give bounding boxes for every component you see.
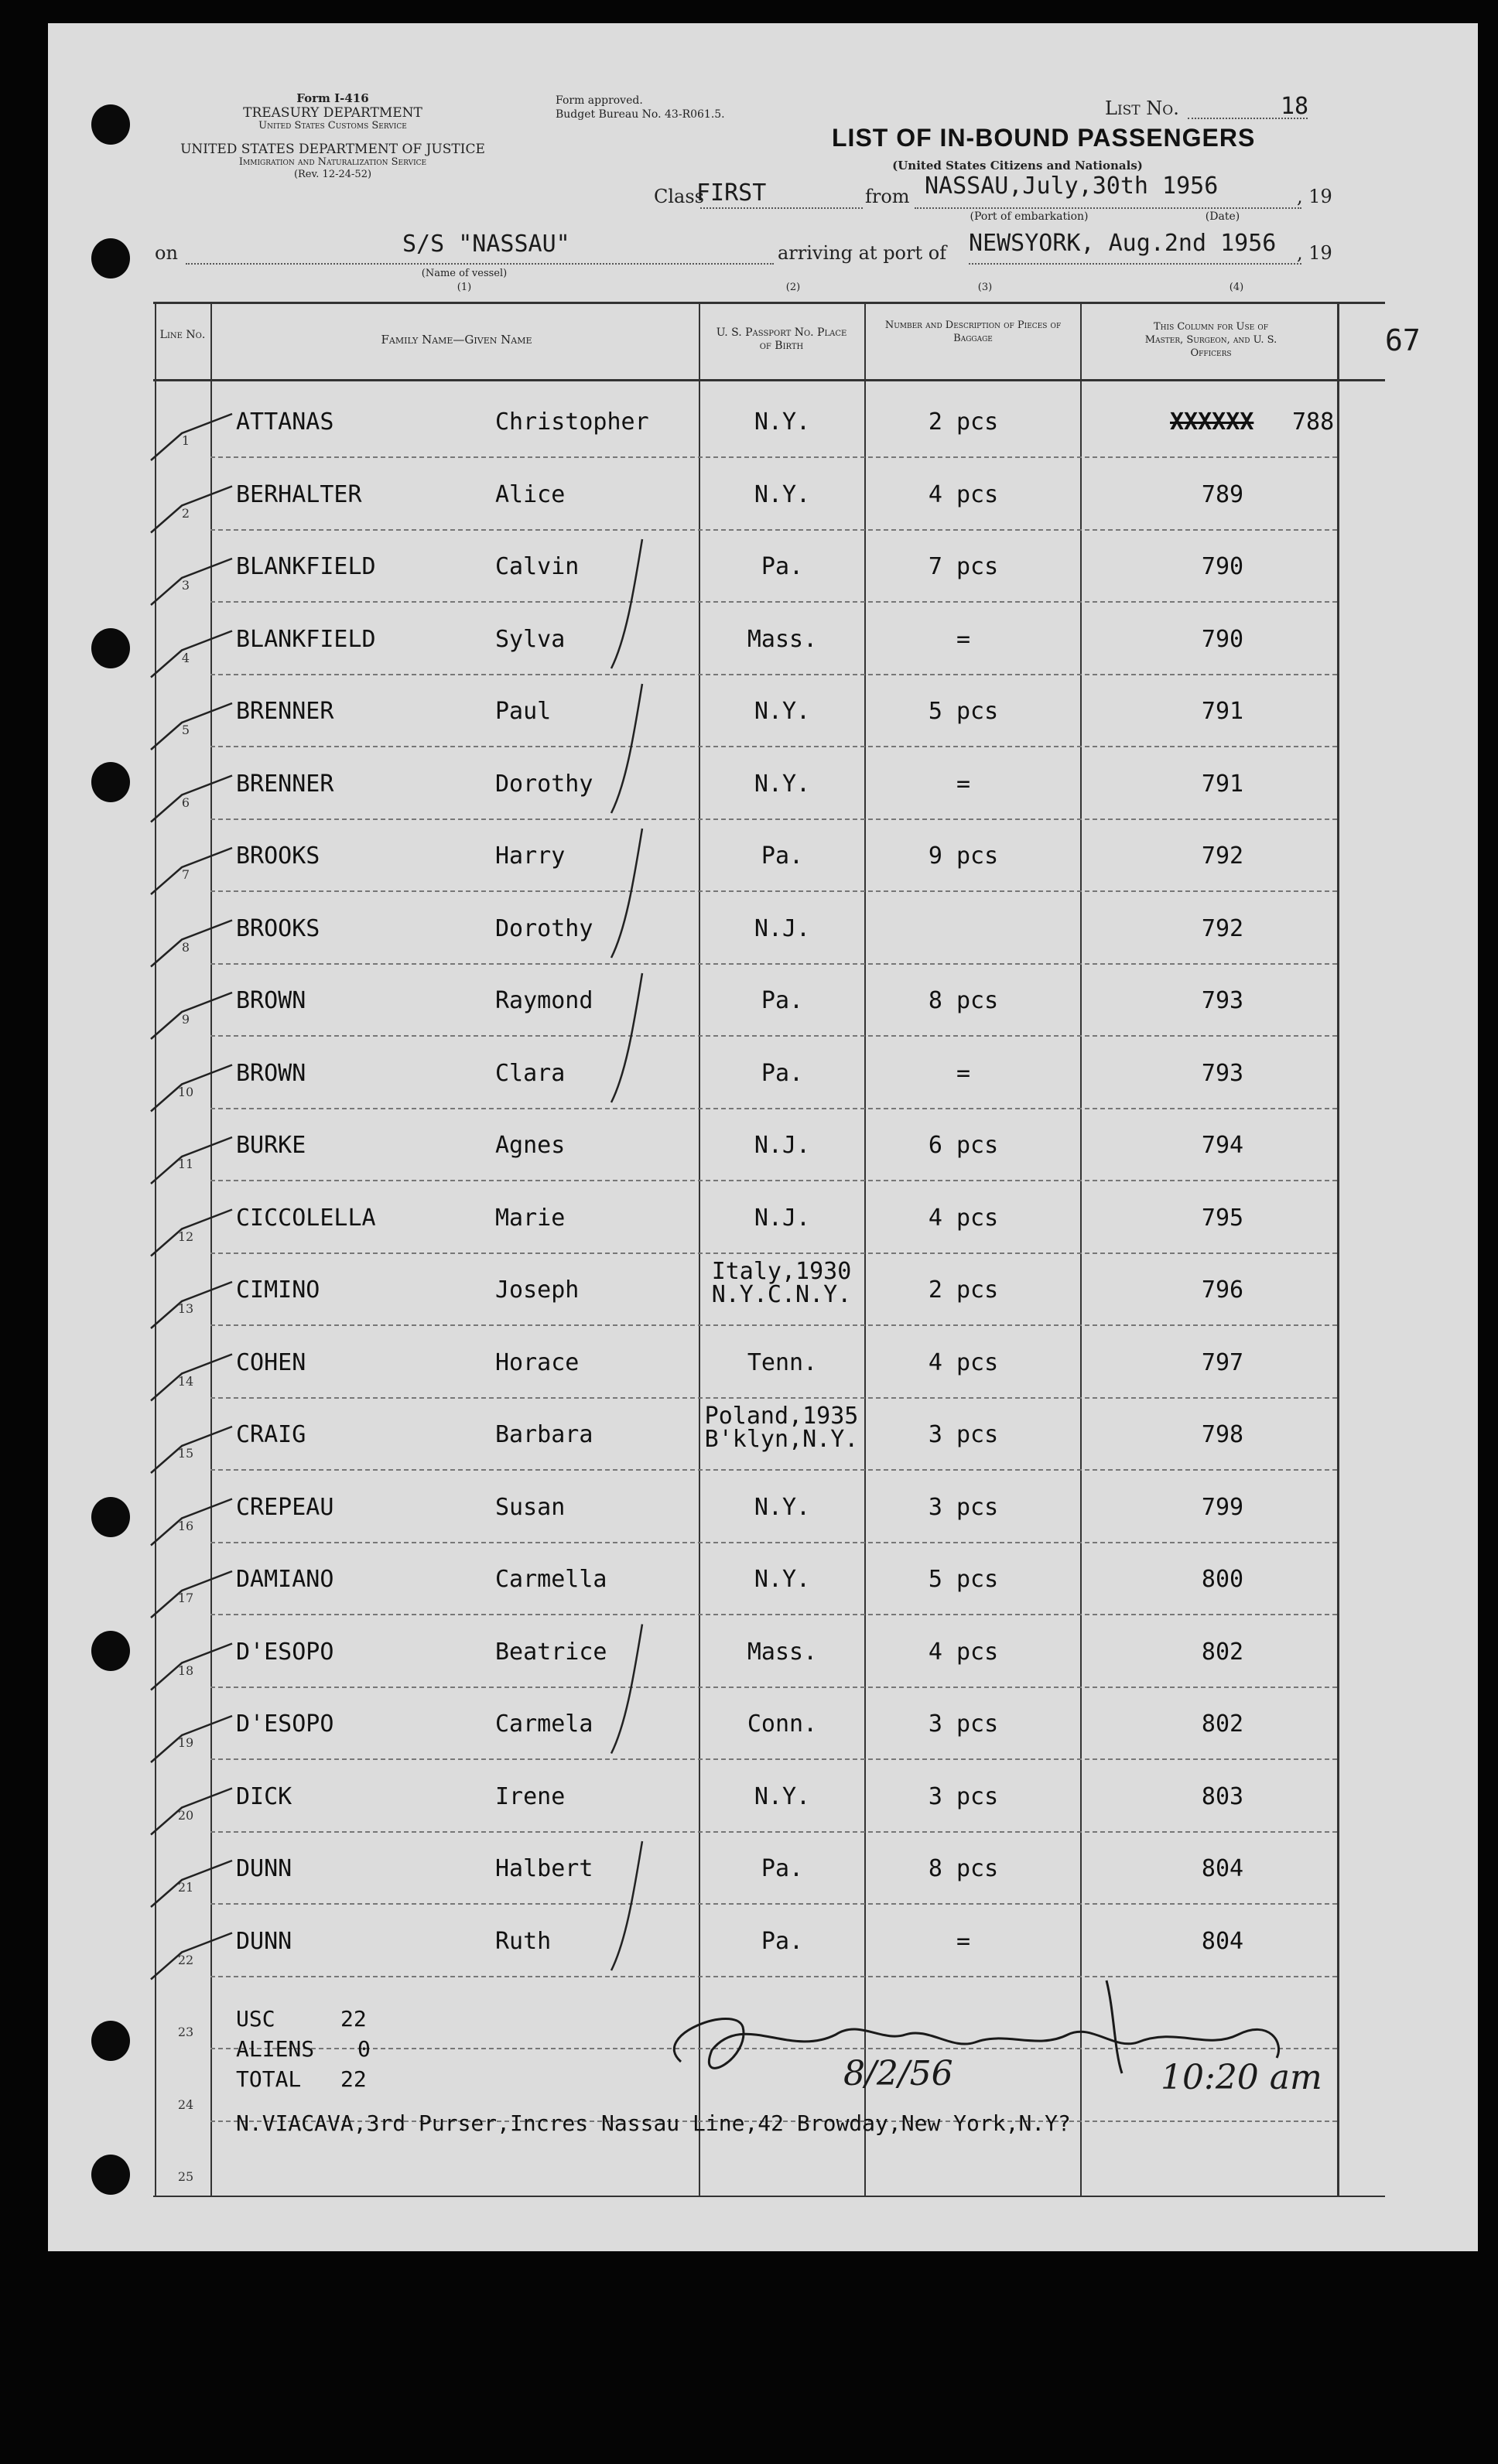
baggage: 8 pcs: [928, 987, 999, 1014]
birth-place: Pa.: [761, 987, 804, 1014]
form-number: Form I-416: [296, 91, 369, 105]
col-header-officers: This Column for Use of Master, Surgeon, and U. S. Officers: [1144, 321, 1277, 359]
given-name: Raymond: [495, 987, 593, 1014]
date-caption: (Date): [1205, 210, 1240, 223]
line-number: 11: [177, 1157, 194, 1171]
line-number: 2: [181, 505, 190, 521]
check-mark: [151, 1644, 232, 1690]
family-bracket: [611, 829, 642, 958]
check-mark: [151, 1789, 232, 1835]
line-number: 3: [181, 578, 190, 593]
from-value: NASSAU,July,30th 1956: [925, 173, 1219, 200]
check-mark: [151, 631, 232, 678]
line-number: 10: [177, 1084, 194, 1099]
baggage: =: [956, 1927, 971, 1955]
officer-number: 800: [1201, 1566, 1244, 1593]
family-bracket: [611, 1625, 642, 1754]
given-name: Barbara: [495, 1421, 593, 1448]
baggage: 4 pcs: [928, 1638, 999, 1666]
line-number: 17: [177, 1591, 194, 1605]
family-name: BROWN: [236, 1059, 306, 1087]
family-name: BURKE: [236, 1132, 306, 1159]
birth-place: N.Y.: [754, 770, 811, 798]
officer-number: 789: [1201, 480, 1244, 508]
family-bracket: [611, 1841, 642, 1970]
birth-place: N.Y.: [754, 408, 811, 436]
given-name: Marie: [495, 1204, 566, 1232]
baggage: 5 pcs: [928, 698, 999, 725]
baggage: 4 pcs: [928, 1348, 999, 1376]
total-label: TOTAL: [236, 2066, 302, 2092]
line-number: 14: [177, 1373, 194, 1389]
baggage: 4 pcs: [928, 480, 999, 508]
birth-place-2: N.Y.C.N.Y.: [711, 1281, 852, 1308]
officer-number: 793: [1201, 987, 1244, 1014]
officer-struck: XXXXXX: [1170, 408, 1254, 436]
officer-number: 804: [1201, 1927, 1244, 1955]
arrival-value: NEWSYORK, Aug.2nd 1956: [969, 230, 1277, 257]
baggage: =: [956, 770, 971, 798]
family-bracket: [611, 973, 642, 1102]
col-header-baggage: Number and Description of Pieces of Baggage: [884, 320, 1062, 344]
given-name: Carmela: [495, 1710, 593, 1738]
baggage: 9 pcs: [928, 842, 999, 870]
line-number: 4: [181, 650, 190, 665]
birth-place: Poland,1935: [704, 1403, 859, 1430]
arriving-label: arriving at port of: [778, 242, 947, 264]
given-name: Sylva: [495, 625, 566, 653]
birth-place: Pa.: [761, 1927, 804, 1955]
line-number: 9: [181, 1012, 190, 1027]
vessel-name: S/S "NASSAU": [402, 231, 570, 258]
baggage: 8 pcs: [928, 1855, 999, 1882]
family-name: DAMIANO: [236, 1566, 334, 1593]
signature-flourish: [1106, 1980, 1122, 2073]
given-name: Christopher: [495, 408, 649, 436]
check-mark: [151, 487, 232, 533]
birth-place: Pa.: [761, 1059, 804, 1087]
line-number: 19: [177, 1735, 194, 1750]
baggage: 7 pcs: [928, 553, 999, 580]
baggage: 4 pcs: [928, 1204, 999, 1232]
check-mark: [151, 1716, 232, 1762]
officer-number: 792: [1201, 842, 1244, 870]
officer-number: 791: [1201, 770, 1244, 798]
baggage: 5 pcs: [928, 1566, 999, 1593]
year-label-2: , 19: [1297, 242, 1332, 264]
family-name: CREPEAU: [236, 1493, 334, 1521]
line-number: 18: [177, 1663, 194, 1678]
aliens-value: 0: [357, 2036, 371, 2062]
officer-number: 799: [1201, 1493, 1244, 1521]
family-name: DICK: [236, 1782, 292, 1810]
baggage: 2 pcs: [928, 1276, 999, 1304]
check-mark: [151, 1427, 232, 1473]
birth-place: N.Y.: [754, 480, 811, 508]
list-no-value: 18: [1281, 93, 1309, 120]
officer-number: 788: [1292, 408, 1335, 436]
line-number: 22: [177, 1952, 194, 1967]
family-name: BRENNER: [236, 698, 334, 725]
family-name: BROOKS: [236, 914, 320, 942]
officer-signature: [674, 2018, 1278, 2068]
birth-place: Pa.: [761, 842, 804, 870]
officer-number: 794: [1201, 1132, 1244, 1159]
signature-time: 10:20 am: [1161, 2058, 1322, 2097]
officer-number: 796: [1201, 1276, 1244, 1304]
family-bracket: [611, 684, 642, 813]
check-mark: [151, 1499, 232, 1546]
check-mark: [151, 1355, 232, 1401]
class-value: FIRST: [696, 179, 767, 207]
baggage: 3 pcs: [928, 1782, 999, 1810]
baggage: 2 pcs: [928, 408, 999, 436]
birth-place: Pa.: [761, 553, 804, 580]
birth-place: N.Y.: [754, 1566, 811, 1593]
year-label-1: , 19: [1297, 186, 1332, 207]
col-header-name: Family Name—Given Name: [381, 333, 532, 347]
check-mark: [151, 1065, 232, 1112]
col-num-3: (3): [977, 282, 993, 293]
side-number: 67: [1385, 323, 1421, 357]
officer-number: 802: [1201, 1638, 1244, 1666]
birth-place: Tenn.: [747, 1348, 818, 1376]
line-number: 25: [177, 2169, 194, 2184]
line-number: 5: [181, 723, 190, 737]
family-name: DUNN: [236, 1927, 292, 1955]
line-number: 20: [177, 1807, 194, 1823]
line-number: 8: [181, 939, 190, 955]
given-name: Irene: [495, 1782, 566, 1810]
baggage: =: [956, 1059, 971, 1087]
birth-place: N.J.: [754, 1132, 811, 1159]
line-number: 7: [181, 867, 190, 882]
family-name: BROOKS: [236, 842, 320, 870]
birth-place: N.Y.: [754, 1782, 811, 1810]
birth-place-2: B'klyn,N.Y.: [704, 1426, 859, 1453]
check-mark: [151, 703, 232, 750]
family-name: D'ESOPO: [236, 1710, 334, 1738]
given-name: Susan: [495, 1493, 566, 1521]
given-name: Ruth: [495, 1927, 552, 1955]
aliens-label: ALIENS: [236, 2036, 315, 2062]
given-name: Calvin: [495, 553, 580, 580]
vessel-caption: (Name of vessel): [421, 268, 508, 279]
given-name: Joseph: [495, 1276, 580, 1304]
line-number: 24: [177, 2097, 194, 2112]
baggage: =: [956, 625, 971, 653]
form-subtitle: (United States Citizens and Nationals): [892, 159, 1143, 173]
birth-place: Mass.: [747, 625, 818, 653]
line-number: 1: [181, 433, 190, 448]
family-bracket: [611, 539, 642, 668]
given-name: Harry: [495, 842, 566, 870]
family-name: CRAIG: [236, 1421, 306, 1448]
family-name: BLANKFIELD: [236, 553, 376, 580]
line-number: 15: [177, 1446, 194, 1461]
justice-dept: UNITED STATES DEPARTMENT OF JUSTICE: [180, 142, 485, 157]
customs-service: United States Customs Service: [258, 120, 407, 132]
family-name: BLANKFIELD: [236, 625, 376, 653]
birth-place: N.Y.: [754, 698, 811, 725]
list-no-label: List No.: [1105, 97, 1179, 119]
class-label: Class: [654, 186, 704, 207]
birth-place: Italy,1930: [711, 1258, 852, 1285]
total-value: 22: [340, 2066, 367, 2092]
birth-place: N.J.: [754, 914, 811, 942]
given-name: Dorothy: [495, 770, 593, 798]
birth-place: N.J.: [754, 1204, 811, 1232]
line-number: 23: [177, 2025, 194, 2039]
officer-number: 792: [1201, 914, 1244, 942]
check-mark: [151, 1861, 232, 1907]
family-name: BRENNER: [236, 770, 334, 798]
check-mark: [151, 1210, 232, 1256]
given-name: Clara: [495, 1059, 566, 1087]
given-name: Carmella: [495, 1566, 607, 1593]
given-name: Horace: [495, 1348, 580, 1376]
form-approved: Form approved.: [556, 94, 643, 107]
line-number: 13: [177, 1301, 194, 1316]
officer-number: 795: [1201, 1204, 1244, 1232]
form-title: LIST OF IN-BOUND PASSENGERS: [832, 124, 1256, 152]
given-name: Alice: [495, 480, 566, 508]
officer-number: 797: [1201, 1348, 1244, 1376]
officer-number: 804: [1201, 1855, 1244, 1882]
line-number: 21: [177, 1880, 194, 1895]
line-number: 12: [177, 1229, 194, 1244]
check-mark: [151, 1137, 232, 1184]
family-name: ATTANAS: [236, 408, 334, 436]
baggage: 3 pcs: [928, 1421, 999, 1448]
budget-bureau: Budget Bureau No. 43-R061.5.: [556, 108, 725, 121]
baggage: 6 pcs: [928, 1132, 999, 1159]
officer-number: 790: [1201, 553, 1244, 580]
given-name: Dorothy: [495, 914, 593, 942]
usc-value: 22: [340, 2006, 367, 2032]
given-name: Halbert: [495, 1855, 593, 1882]
check-mark: [151, 559, 232, 605]
officer-number: 803: [1201, 1782, 1244, 1810]
footer-purser-line: N.VIACAVA,3rd Purser,Incres Nassau Line,42 Browday,New York,N.Y?: [236, 2110, 1071, 2136]
birth-place: Mass.: [747, 1638, 818, 1666]
col-header-passport: U. S. Passport No. Place of Birth: [716, 326, 847, 352]
family-name: BROWN: [236, 987, 306, 1014]
check-mark: [151, 993, 232, 1039]
given-name: Paul: [495, 698, 552, 725]
officer-number: 798: [1201, 1421, 1244, 1448]
family-name: CICCOLELLA: [236, 1204, 376, 1232]
birth-place: Conn.: [747, 1710, 818, 1738]
given-name: Beatrice: [495, 1638, 607, 1666]
family-name: COHEN: [236, 1348, 306, 1376]
check-mark: [151, 776, 232, 822]
line-number: 16: [177, 1518, 194, 1533]
given-name: Agnes: [495, 1132, 566, 1159]
port-embark-caption: (Port of embarkation): [970, 210, 1089, 223]
ins: Immigration and Naturalization Service: [238, 156, 427, 168]
treasury-dept: TREASURY DEPARTMENT: [243, 105, 422, 121]
family-name: D'ESOPO: [236, 1638, 334, 1666]
family-name: CIMINO: [236, 1276, 320, 1304]
officer-number: 793: [1201, 1059, 1244, 1087]
usc-label: USC: [236, 2006, 275, 2032]
signature-date: 8/2/56: [843, 2054, 953, 2093]
on-label: on: [155, 242, 178, 264]
birth-place: Pa.: [761, 1855, 804, 1882]
line-number: 6: [181, 795, 190, 810]
check-mark: [151, 1282, 232, 1328]
check-mark: [151, 921, 232, 967]
check-mark: [151, 1571, 232, 1618]
check-mark: [151, 1933, 232, 1980]
col-num-2: (2): [785, 282, 801, 293]
col-num-1: (1): [457, 282, 472, 293]
baggage: 3 pcs: [928, 1710, 999, 1738]
col-num-4: (4): [1229, 282, 1244, 293]
family-name: BERHALTER: [236, 480, 362, 508]
check-mark: [151, 414, 232, 460]
from-label: from: [865, 186, 910, 207]
family-name: DUNN: [236, 1855, 292, 1882]
birth-place: N.Y.: [754, 1493, 811, 1521]
officer-number: 802: [1201, 1710, 1244, 1738]
baggage: 3 pcs: [928, 1493, 999, 1521]
officer-number: 791: [1201, 698, 1244, 725]
check-mark: [151, 848, 232, 894]
officer-number: 790: [1201, 625, 1244, 653]
revision: (Rev. 12-24-52): [293, 169, 372, 180]
col-header-line-no: Line No.: [159, 329, 206, 341]
